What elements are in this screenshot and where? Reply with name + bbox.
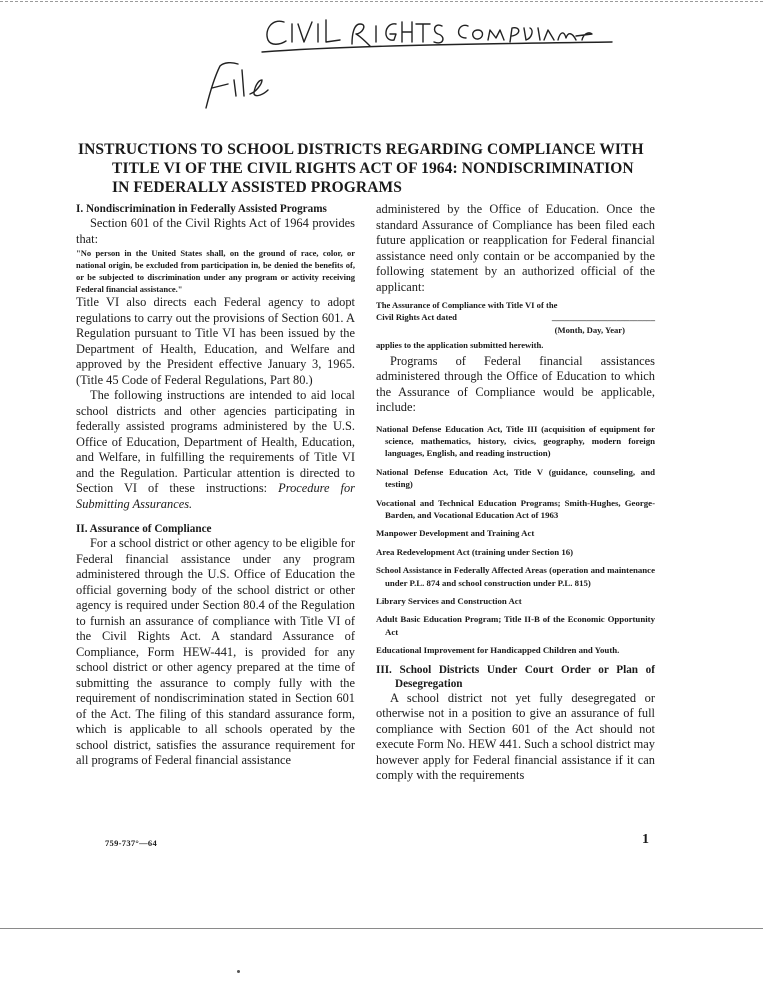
statement-line-2-text: Civil Rights Act dated [376,312,457,322]
handwritten-annotations [0,0,763,130]
list-item: Area Redevelopment Act (training under Section 16) [376,546,574,557]
section-601-quote: "No person in the United States shall, on the ground of race, color, or national origin, be excluded from participation in, be denied the benefits of, or be subjected to discrimination under any program or activity receiving Federal financial assistance." [76,248,355,294]
date-blank: ________________________ [551,312,655,322]
section-2-paragraph: For a school district or other agency to be eligible for Federal financial assistance under any program administered through the U.S. Office of Education the official governing body of the school district or other agency is required under Section 80.4 of the Regulation to furnish an assurance of compliance with Title VI of the Civil Rights Act. A standard Assurance of Compliance, Form HEW-441, is provided for any school district or other agency prepared at the time of submitting the assurance to comply fully with the requirement of nondiscrimination stated in Section 601 of the Act. The filing of this standard assurance form, which is applicable to all schools operated by the school district, satisfies the assurance requirement for all programs of Federal financial assistance [76,536,355,767]
section-1-paragraph-2-text: The following instructions are intended to aid local school districts and other agencies participating in federally assisted programs administered by the U.S. Office of Education, Department of Health, Education, and Welfare, in fulfilling the requirements of Title VI and the Regulation. Particular attention is directed to Section VI of these instructions: [76,388,355,495]
left-column [76,202,355,769]
title-line-3: IN FEDERALLY ASSISTED PROGRAMS [112,179,402,196]
list-item: National Defense Education Act, Title V (guidance, counseling, and testing) [376,466,655,490]
scan-speck [237,970,240,973]
section-2-heading: II. Assurance of Compliance [76,523,212,535]
list-item: Adult Basic Education Program; Title II-B of the Economic Opportunity Act [376,614,655,637]
section-1-heading: I. Nondiscrimination in Federally Assisted Programs [76,203,327,215]
section-3-heading: III. School Districts Under Court Order or Plan of Desegregation [376,663,655,690]
right-column [376,202,655,784]
list-item: National Defense Education Act, Title III (acquisition of equipment for science, mathematics, history, civics, geography, modern foreign languages, English, and reading instruction) [376,423,655,459]
scan-edge-bottom [0,928,763,929]
program-list [376,423,655,657]
section-1-paragraph-1: Title VI also directs each Federal agency to adopt regulations to carry out the provisions of Section 601. A Regulation pursuant to Title VI has been issued by the Department of Health, Education, and Welfare and approved by the President effective January 3, 1965. (Title 45 Code of Federal Regulations, Part 80.) [76,295,355,387]
print-code: 759-737°—64 [105,838,158,848]
procedure-reference: Procedure for Submitting Assurances. [76,481,355,511]
page-number: 1 [642,832,649,847]
statement-line-1: The Assurance of Compliance with Title VI of the [376,300,558,310]
title-line-1: INSTRUCTIONS TO SCHOOL DISTRICTS REGARDING COMPLIANCE WITH [78,141,644,158]
statement-tail: applies to the application submitted herewith. [376,340,544,350]
section-2-paragraph-continued: administered by the Office of Education. Once the standard Assurance of Compliance has been filed each future application or reapplication for Federal financial assistance need only contain or be accompanied by the following statement by an authorized official of the applicant: [376,202,655,294]
date-label: (Month, Day, Year) [554,325,625,335]
statement-line-2 [376,311,655,323]
list-item: Educational Improvement for Handicapped Children and Youth. [376,645,620,656]
list-item: Vocational and Technical Education Programs; Smith-Hughes, George-Barden, and Vocational Education Act of 1963 [376,497,655,520]
programs-intro: Programs of Federal financial assistances administered through the Office of Education to which the Assurance of Compliance would be applicable, include: [376,353,655,414]
section-3-paragraph: A school district not yet fully desegregated or otherwise not in a position to give an assurance of full compliance with Section 601 of the Act should not execute Form No. HEW 441. Such a school district may however apply for Federal financial assistance if it can comply with the requirements [376,690,655,783]
title-line-2: TITLE VI OF THE CIVIL RIGHTS ACT OF 1964: NONDISCRIMINATION [112,160,634,177]
section-1-paragraph-2 [76,388,355,512]
section-1-intro: Section 601 of the Civil Rights Act of 1964 provides that: [76,216,355,246]
assurance-statement [376,299,655,336]
list-item: School Assistance in Federally Affected Areas (operation and maintenance under P.L. 874 and school construction under P.L. 815) [376,565,655,588]
list-item: Manpower Development and Training Act [376,528,535,539]
list-item: Library Services and Construction Act [376,595,522,606]
document-title [78,140,678,197]
